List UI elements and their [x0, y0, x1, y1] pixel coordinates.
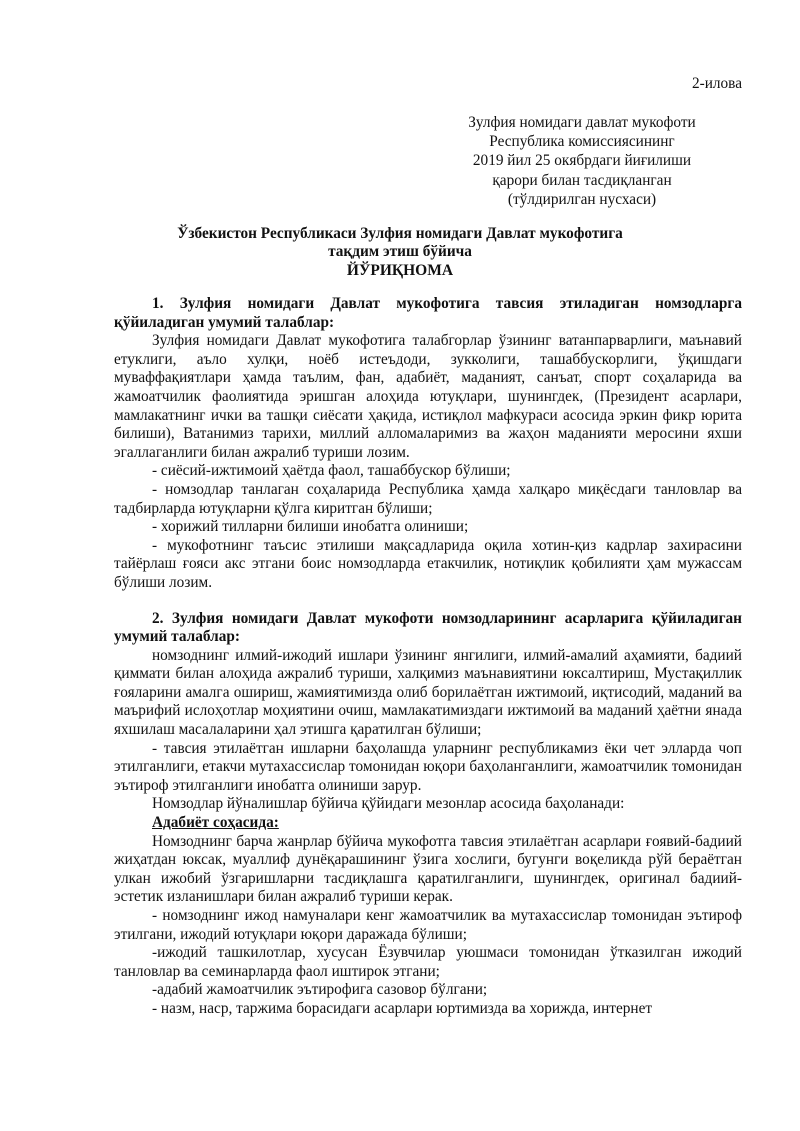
approval-line: (тўлдирилган нусхаси): [507, 190, 657, 208]
literature-paragraph: -адабий жамоатчилик эътирофига сазовор бўлгани;: [152, 981, 488, 999]
title-line-1: Ўзбекистон Республикаси Зулфия номидаги Давлат мукофотига: [177, 225, 623, 242]
approval-line: 2019 йил 25 окябрдаги йиғилиши: [472, 152, 692, 170]
section-2-paragraph: - тавсия этилаётган ишларни баҳолашда уларнинг республикамиз ёки чет элларда чоп этилганлиги, етакчи мутахассислар томонидан юқори баҳоланганлиги, жамоатчилик томонидан эътироф этилганлиги инобатга олиниши зарур.: [114, 739, 742, 794]
section-2-paragraph: номзоднинг илмий-ижодий ишлари ўзининг янгилиги, илмий-амалий аҳамияти, бадиий қиммати билан алоҳида ажралиб туриши, халқимиз маънавиятини юксалтириш, Мустақиллик ғояларини амалга ошириш, жамиятимизда олиб борилаётган ижтимоий, иқтисодий, маданий ва маърифий ислоҳотлар моҳиятини очиш, мамлакатимиздаги ижтимоий ва маданий ҳаётни янада яхшилаш масалаларини ҳал этишга қаратилган бўлиши;: [114, 646, 742, 739]
approval-line: Республика комиссиясининг: [489, 133, 675, 151]
section-spacer: [114, 593, 742, 610]
approval-line: қарори билан тасдиқланган: [492, 171, 672, 189]
section-1-paragraph: - сиёсий-ижтимоий ҳаётда фаол, ташаббускор бўлиши;: [152, 462, 511, 480]
section-2-heading: 2. Зулфия номидаги Давлат мукофоти номзодларининг асарларига қўйиладиган умумий талаблар:: [114, 609, 742, 646]
title-line-2: тақдим этиш бўйича: [328, 243, 472, 261]
section-1-paragraph: - хорижий тилларни билиши инобатга олиниши;: [152, 518, 469, 536]
section-1-paragraph: Зулфия номидаги Давлат мукофотига талабгорлар ўзининг ватанпарварлиги, маънавий етуклиги, аъло хулқи, ноёб истеъдоди, зукколиги, ташаббускорлиги, ўқишдаги муваффақиятлари ҳамда таълим, фан, адабиёт, маданият, санъат, спорт соҳаларида ва жамоатчилик фаолиятида эришган алоҳида ютуқлари, шунингдек, (Президент асарлари, мамлакатнинг ички ва ташқи сиёсати ҳақида, истиқлол мафкураси асосида эркин фикр юрита билиши), Ватанимиз тарихи, миллий алломаларимиз ва жаҳон маданияти меросини яхши эгаллаганлиги билан ажралиб туриши лозим.: [114, 332, 742, 461]
section-1-paragraph: - мукофотнинг таъсис этилиши мақсадларида оқила хотин-қиз кадрлар захирасини тайёрлаш ғояси акс этгани боис номзодларда етакчилик, нотиқлик қобилияти ҳам мужассам бўлиши лозим.: [114, 536, 742, 591]
approval-stamp: [422, 113, 742, 209]
document-body: [114, 295, 742, 1019]
section-2-paragraph: Номзодлар йўналишлар бўйича қўйидаги мезонлар асосида баҳоланади:: [152, 795, 625, 813]
annex-number: 2-илова: [691, 75, 742, 92]
literature-paragraph: - номзоднинг ижод намуналари кенг жамоатчилик ва мутахассислар томонидан эътироф этилгани, ижодий ютуқлари юқори даражада бўлиши;: [114, 907, 742, 943]
document-title: [0, 225, 800, 280]
literature-paragraph: Номзоднинг барча жанрлар бўйича мукофотга тавсия этилаётган асарлари ғоявий-бадиий жиҳатдан юксак, муаллиф дунёқарашининг ўзига хослиги, бугунги воқеликда рўй бераётган улкан ижобий ўзгаришларни тасдиқлашга қаратилганлиги, шунингдек, оригинал бадиий-эстетик изланишлари билан ажралиб туриши керак.: [114, 832, 742, 906]
section-1-heading: 1. Зулфия номидаги Давлат мукофотига тавсия этиладиган номзодларга қўйиладиган умумий талаблар:: [114, 295, 742, 331]
approval-line: Зулфия номидаги давлат мукофоти: [468, 114, 696, 131]
literature-paragraph: - назм, наср, таржима борасидаги асарлари юртимизда ва хорижда, интернет: [152, 999, 653, 1017]
title-line-3: ЙЎРИҚНОМА: [346, 261, 454, 279]
section-1-paragraph: - номзодлар танлаган соҳаларида Республика ҳамда халқаро миқёсдаги танловлар ва тадбирларда ютуқларни қўлга киритган бўлиши;: [114, 480, 742, 517]
literature-subheading: Адабиёт соҳасида:: [152, 814, 279, 832]
literature-paragraph: -ижодий ташкилотлар, хусусан Ёзувчилар уюшмаси томонидан ўтказилган ижодий танловлар ва семинарларда фаол иштирок этгани;: [114, 944, 742, 980]
